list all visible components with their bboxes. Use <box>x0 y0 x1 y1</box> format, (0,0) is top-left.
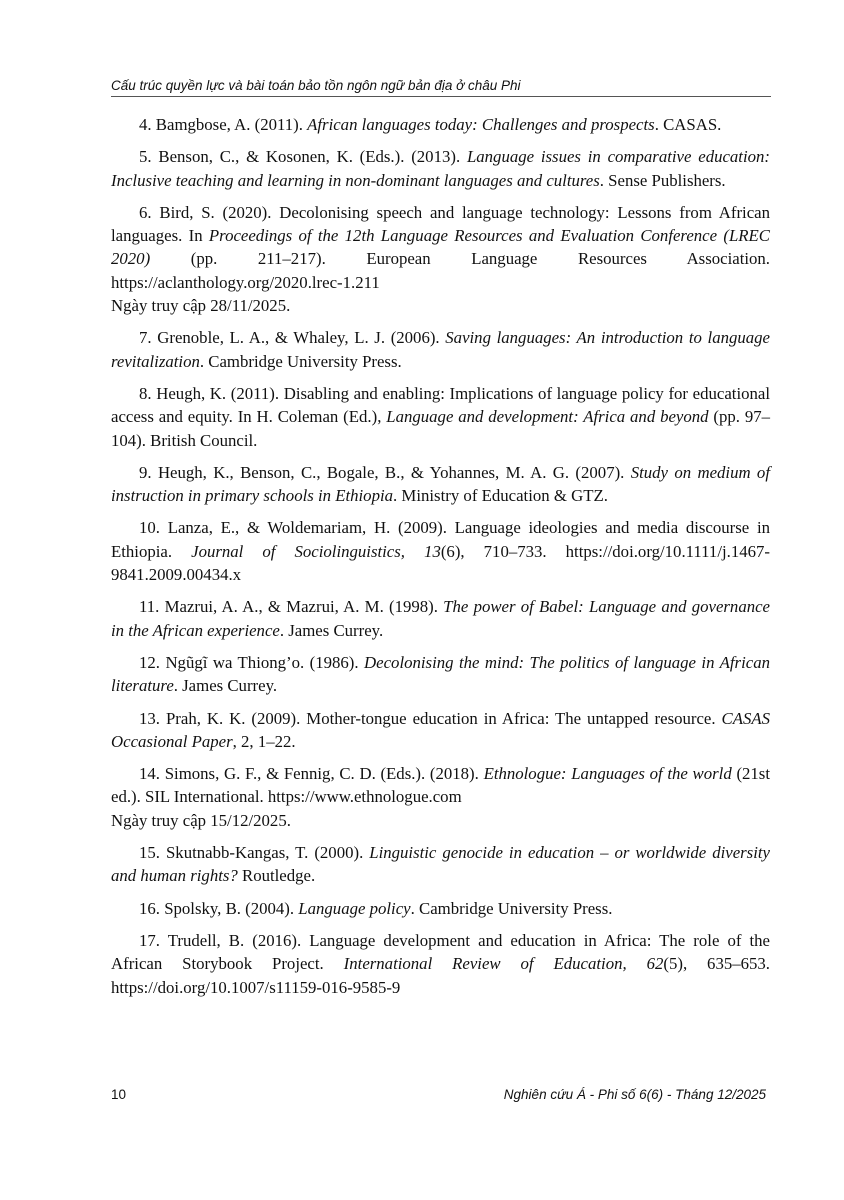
ref-text: Trudell, B. (2016). Language development and education in Africa: The role of the African Storybook Project. <box>111 930 770 974</box>
ref-source: (6), 710–733. https://doi.org/10.1111/j.1467-9841.2009.00434.x <box>111 541 770 585</box>
reference-item <box>111 651 770 698</box>
reference-item <box>111 762 770 832</box>
journal-issue: Nghiên cứu Á - Phi số 6(6) - Tháng 12/2025 <box>503 1087 766 1102</box>
reference-item <box>111 595 770 642</box>
ref-number: 9. <box>139 462 152 482</box>
reference-item <box>111 113 770 136</box>
ref-number: 11. <box>139 597 160 617</box>
ref-number: 4. <box>139 115 152 134</box>
ref-text: Heugh, K. (2011). Disabling and enabling: Implications of language policy for educational access and equity. In H. Coleman (Ed.), <box>111 383 770 427</box>
ref-number: 7. <box>139 328 152 348</box>
ref-number: 12. <box>139 652 160 672</box>
ref-number: 16. <box>139 898 160 918</box>
ref-source: (5), 635–653. https://doi.org/10.1007/s11159-016-9585-9 <box>111 954 770 997</box>
ref-source: (pp. 211–217). European Language Resources Association. https://aclanthology.org/2020.lrec-1.211 <box>111 249 770 292</box>
ref-text: Heugh, K., Benson, C., Bogale, B., & Yohannes, M. A. G. (2007). <box>157 462 631 482</box>
ref-source: . CASAS. <box>654 115 722 134</box>
ref-source: , 2, 1–22. <box>232 731 296 751</box>
ref-text: Prah, K. K. (2009). Mother-tongue education in Africa: The untapped resource. <box>165 708 722 728</box>
ref-title: Language and development: Africa and beyond <box>386 407 709 427</box>
ref-source: . James Currey. <box>279 620 384 640</box>
ref-title: Linguistic genocide in education – or worldwide diversity and human rights? <box>111 843 770 886</box>
reference-item <box>111 929 770 999</box>
reference-item <box>111 201 770 317</box>
reference-item <box>111 326 770 373</box>
ref-number: 8. <box>139 383 152 403</box>
reference-item <box>111 897 770 920</box>
ref-text: Spolsky, B. (2004). <box>164 898 299 918</box>
ref-text: Bamgbose, A. (2011). <box>155 115 308 134</box>
reference-list <box>111 113 770 999</box>
ref-source: . Cambridge University Press. <box>410 898 613 918</box>
ref-title: CASAS Occasional Paper <box>111 708 770 751</box>
ref-text: Lanza, E., & Woldemariam, H. (2009). Language ideologies and media discourse in Ethiopia. <box>111 518 770 561</box>
ref-source: (pp. 97–104). British Council. <box>111 407 770 450</box>
reference-item <box>111 145 770 192</box>
ref-number: 17. <box>139 930 160 950</box>
ref-title: Journal of Sociolinguistics, 13 <box>191 541 441 561</box>
ref-source: . Ministry of Education & GTZ. <box>393 486 608 506</box>
ref-access-date: Ngày truy cập 15/12/2025. <box>111 810 291 830</box>
ref-text: Benson, C., & Kosonen, K. (Eds.). (2013). <box>158 147 467 167</box>
ref-title: Language policy <box>298 898 411 918</box>
reference-item <box>111 707 770 754</box>
ref-title: Language issues in comparative education: Inclusive teaching and learning in non-dominant languages and cultures <box>111 147 771 190</box>
ref-number: 13. <box>139 708 160 728</box>
ref-text: Bird, S. (2020). Decolonising speech and language technology: Lessons from African languages. In <box>111 202 770 246</box>
ref-source: . James Currey. <box>173 676 278 696</box>
ref-number: 15. <box>139 843 160 863</box>
ref-access-date: Ngày truy cập 28/11/2025. <box>111 296 291 316</box>
reference-item <box>111 516 770 586</box>
ref-source: . Cambridge University Press. <box>199 351 402 371</box>
ref-title: Decolonising the mind: The politics of language in African literature <box>111 652 770 696</box>
ref-text: Ngũgĩ wa Thiong’o. (1986). <box>165 652 365 672</box>
ref-source: Routledge. <box>237 866 316 886</box>
ref-text: Skutnabb-Kangas, T. (2000). <box>165 843 370 863</box>
ref-title: The power of Babel: Language and governance in the African experience <box>111 597 771 640</box>
ref-text: Mazrui, A. A., & Mazrui, A. M. (1998). <box>164 597 444 617</box>
ref-source: (21st ed.). SIL International. https://www.ethnologue.com <box>111 764 771 807</box>
reference-item <box>111 841 770 888</box>
reference-item <box>111 382 770 452</box>
ref-title: International Review of Education, 62 <box>343 954 664 974</box>
ref-number: 14. <box>139 764 160 784</box>
ref-number: 5. <box>139 147 152 167</box>
ref-title: Ethnologue: Languages of the world <box>483 764 732 784</box>
ref-text: Simons, G. F., & Fennig, C. D. (Eds.). (2018). <box>164 764 484 784</box>
ref-title: African languages today: Challenges and prospects <box>307 115 655 134</box>
reference-item <box>111 461 770 508</box>
ref-text: Grenoble, L. A., & Whaley, L. J. (2006). <box>157 328 446 348</box>
ref-number: 6. <box>139 202 152 222</box>
ref-title: Study on medium of instruction in primary schools in Ethiopia <box>111 462 770 506</box>
ref-title: Proceedings of the 12th Language Resources and Evaluation Conference (LREC 2020) <box>111 226 770 269</box>
page-number: 10 <box>111 1087 127 1102</box>
ref-number: 10. <box>139 518 160 538</box>
ref-title: Saving languages: An introduction to language revitalization <box>111 328 770 371</box>
running-title: Cấu trúc quyền lực và bài toán bảo tồn ngôn ngữ bản địa ở châu Phi <box>111 78 771 97</box>
ref-source: . Sense Publishers. <box>599 170 726 190</box>
